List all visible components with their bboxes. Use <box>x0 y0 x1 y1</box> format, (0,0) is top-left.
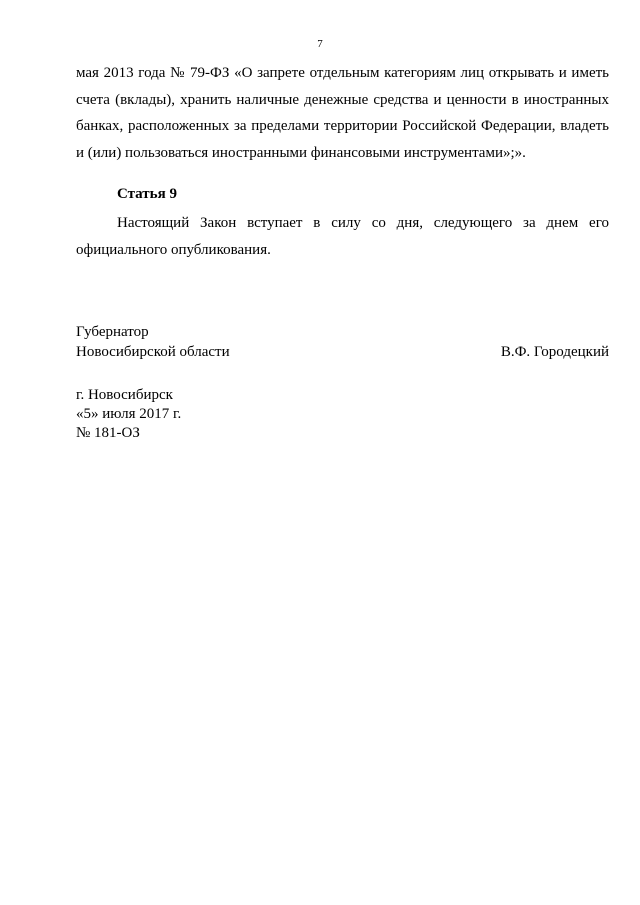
law-number: № 181-ОЗ <box>76 425 140 441</box>
signature-block <box>76 322 609 362</box>
continuation-text: мая 2013 года № 79-ФЗ «О запрете отдельным категориям лиц открывать и иметь счета (вклады), хранить наличные денежные средства и ценности в иностранных банках, расположенных за пределами территории Российской Федерации, владеть и (или) пользоваться иностранными финансовыми инструментами»;». <box>76 65 609 161</box>
page-number: 7 <box>317 38 323 50</box>
article-heading: Статья 9 <box>117 186 177 202</box>
article-body <box>76 210 609 263</box>
issuance-date: «5» июля 2017 г. <box>76 406 182 422</box>
continuation-paragraph <box>76 60 609 166</box>
article-text: Настоящий Закон вступает в силу со дня, следующего за днем его официального опубликования. <box>76 215 609 258</box>
signatory-name: В.Ф. Городецкий <box>500 344 609 360</box>
issuance-place: г. Новосибирск <box>76 387 173 403</box>
signature-row <box>76 342 609 362</box>
signatory-title-line1: Губернатор <box>76 324 149 340</box>
issuance-block <box>76 386 181 443</box>
signatory-title-line2: Новосибирской области <box>76 344 230 360</box>
